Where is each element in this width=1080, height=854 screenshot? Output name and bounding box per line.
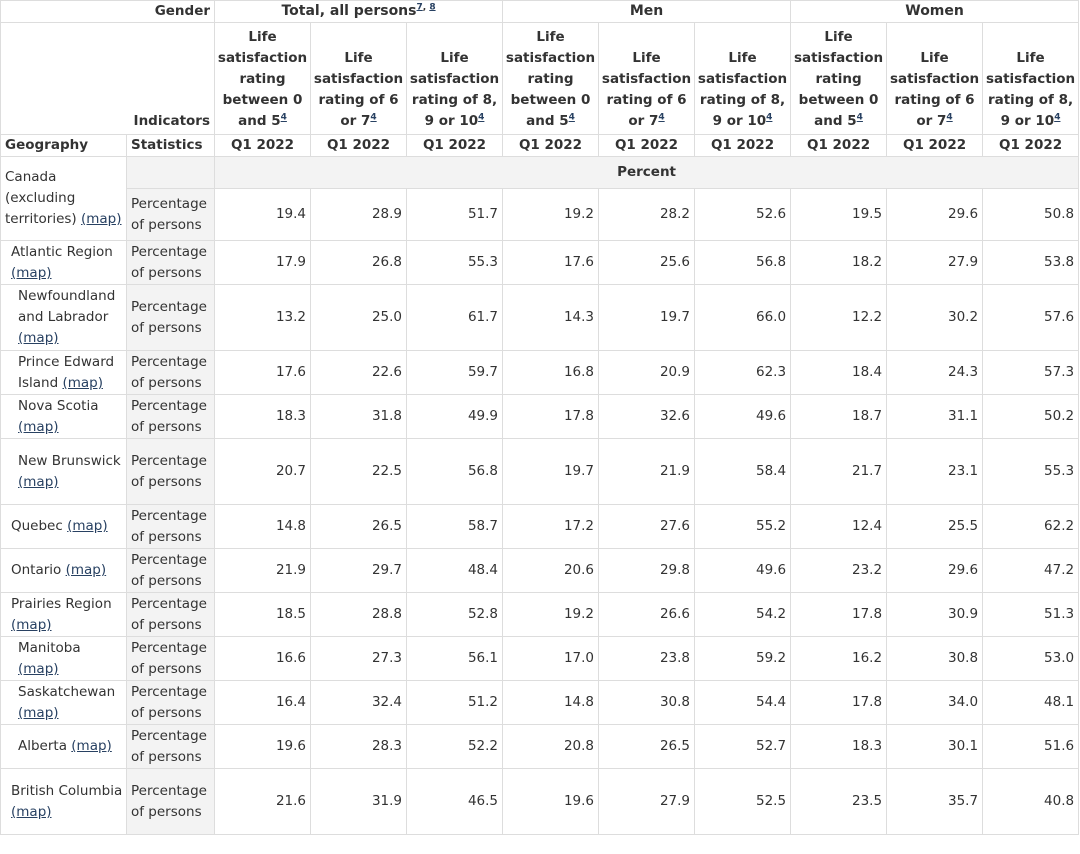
indicator-text: rating of 8, (987, 92, 1074, 108)
value-cell: 29.8 (599, 549, 695, 593)
value-cell: 56.8 (695, 241, 791, 285)
indicator-text: satisfaction (601, 71, 692, 87)
indicator-header (695, 23, 791, 135)
value-cell: 27.9 (599, 769, 695, 835)
indicator-text: rating of 6 (606, 92, 687, 108)
map-link[interactable]: (map) (18, 704, 59, 721)
indicator-text: satisfaction (697, 71, 788, 87)
geo-cell (1, 769, 127, 835)
period-header: Q1 2022 (887, 135, 983, 157)
indicator-text: satisfaction (505, 50, 596, 66)
geo-name: Nova Scotia (18, 397, 99, 414)
map-link[interactable]: (map) (11, 803, 52, 820)
period-header: Q1 2022 (695, 135, 791, 157)
table-header (1, 1, 1079, 157)
value-cell: 40.8 (983, 769, 1079, 835)
value-cell: 29.7 (311, 549, 407, 593)
geo-cell (1, 637, 127, 681)
statistic-cell: Percentage of persons (127, 725, 215, 769)
statistic-cell: Percentage of persons (127, 395, 215, 439)
statistic-cell: Percentage of persons (127, 285, 215, 351)
value-cell: 32.6 (599, 395, 695, 439)
geo-name: Prairies Region (11, 595, 112, 612)
gender-header-row (1, 1, 1079, 23)
indicator-text: Life (632, 50, 661, 66)
value-cell: 17.6 (503, 241, 599, 285)
value-cell: 18.3 (791, 725, 887, 769)
group-header-women: Women (791, 1, 1079, 23)
geo-cell (1, 395, 127, 439)
indicator-text: between 0 (510, 92, 591, 108)
footnote-link-4[interactable]: 4 (946, 112, 953, 123)
value-cell: 32.4 (311, 681, 407, 725)
geo-name: Quebec (11, 518, 63, 534)
table-body (1, 157, 1079, 835)
value-cell: 34.0 (887, 681, 983, 725)
value-cell: 14.8 (503, 681, 599, 725)
period-header: Q1 2022 (407, 135, 503, 157)
indicator-text: and 5 (526, 113, 569, 129)
value-cell: 17.9 (215, 241, 311, 285)
footnote-link-4[interactable]: 4 (280, 112, 287, 123)
value-cell: 54.2 (695, 593, 791, 637)
geo-cell (1, 549, 127, 593)
value-cell: 17.2 (503, 505, 599, 549)
indicator-text: rating of 6 (318, 92, 399, 108)
geo-cell (1, 593, 127, 637)
value-cell: 28.9 (311, 189, 407, 241)
value-cell: 13.2 (215, 285, 311, 351)
value-cell: 26.8 (311, 241, 407, 285)
value-cell: 51.6 (983, 725, 1079, 769)
value-cell: 50.8 (983, 189, 1079, 241)
geo-cell (1, 439, 127, 505)
table-row (1, 285, 1079, 351)
value-cell: 49.9 (407, 395, 503, 439)
statistic-cell: Percentage of persons (127, 549, 215, 593)
value-cell: 27.6 (599, 505, 695, 549)
statistic-cell: Percentage of persons (127, 637, 215, 681)
value-cell: 22.6 (311, 351, 407, 395)
indicator-text: 9 or 10 (712, 113, 767, 129)
map-link[interactable]: (map) (11, 264, 52, 281)
statistic-cell: Percentage of persons (127, 241, 215, 285)
indicator-text: satisfaction (889, 71, 980, 87)
value-cell: 55.2 (695, 505, 791, 549)
value-cell: 20.9 (599, 351, 695, 395)
value-cell: 30.2 (887, 285, 983, 351)
value-cell: 18.2 (791, 241, 887, 285)
map-link[interactable]: (map) (65, 562, 107, 578)
table-row (1, 395, 1079, 439)
value-cell: 53.0 (983, 637, 1079, 681)
geo-cell (1, 351, 127, 395)
value-cell: 25.0 (311, 285, 407, 351)
value-cell: 24.3 (887, 351, 983, 395)
indicators-header-row (1, 23, 1079, 135)
group-header-men: Men (503, 1, 791, 23)
value-cell: 59.7 (407, 351, 503, 395)
value-cell: 25.6 (599, 241, 695, 285)
table-row (1, 241, 1079, 285)
geo-name: Manitoba (18, 639, 81, 656)
geo-name: Atlantic Region (11, 243, 113, 260)
value-cell: 23.5 (791, 769, 887, 835)
period-header: Q1 2022 (311, 135, 407, 157)
map-link[interactable]: (map) (62, 374, 103, 391)
statistic-cell: Percentage of persons (127, 769, 215, 835)
indicator-text: rating of 8, (411, 92, 498, 108)
value-cell: 29.6 (887, 189, 983, 241)
footnote-link-4[interactable]: 4 (658, 112, 665, 123)
geo-cell (1, 285, 127, 351)
table-row (1, 189, 1079, 241)
indicator-text: Life (248, 29, 277, 45)
table-row (1, 725, 1079, 769)
value-cell: 19.2 (503, 189, 599, 241)
map-link[interactable]: (map) (18, 660, 59, 677)
footnote-link-4[interactable]: 4 (856, 112, 863, 123)
value-cell: 48.1 (983, 681, 1079, 725)
value-cell: 52.5 (695, 769, 791, 835)
footnote-links: 7, 8 (416, 2, 436, 13)
value-cell: 56.1 (407, 637, 503, 681)
indicator-text: between 0 (222, 92, 303, 108)
table-row (1, 439, 1079, 505)
map-link[interactable]: (map) (18, 418, 59, 435)
map-link[interactable]: (map) (71, 738, 112, 754)
statistic-cell: Percentage of persons (127, 351, 215, 395)
indicator-text: or 7 (628, 113, 659, 129)
indicator-text: Life (728, 50, 757, 66)
value-cell: 48.4 (407, 549, 503, 593)
statistic-cell: Percentage of persons (127, 681, 215, 725)
value-cell: 52.7 (695, 725, 791, 769)
map-link[interactable]: (map) (18, 330, 59, 346)
map-link[interactable]: (map) (80, 211, 122, 227)
indicator-text: Life (920, 50, 949, 66)
statistic-cell: Percentage of persons (127, 593, 215, 637)
value-cell: 19.6 (215, 725, 311, 769)
table-row (1, 505, 1079, 549)
value-cell: 28.3 (311, 725, 407, 769)
table-row (1, 351, 1079, 395)
value-cell: 27.9 (887, 241, 983, 285)
group-header-total (215, 1, 503, 23)
indicator-text: 9 or 10 (424, 113, 479, 129)
value-cell: 30.9 (887, 593, 983, 637)
value-cell: 16.4 (215, 681, 311, 725)
indicator-header (215, 23, 311, 135)
value-cell: 20.8 (503, 725, 599, 769)
value-cell: 28.2 (599, 189, 695, 241)
period-header: Q1 2022 (503, 135, 599, 157)
indicator-header (983, 23, 1079, 135)
value-cell: 57.3 (983, 351, 1079, 395)
value-cell: 19.6 (503, 769, 599, 835)
indicator-text: and 5 (814, 113, 857, 129)
indicator-text: rating (239, 71, 286, 87)
value-cell: 30.1 (887, 725, 983, 769)
value-cell: 22.5 (311, 439, 407, 505)
table-row (1, 549, 1079, 593)
indicator-text: 9 or 10 (1000, 113, 1055, 129)
geo-name: Prince Edward Island (18, 353, 115, 391)
value-cell: 62.2 (983, 505, 1079, 549)
value-cell: 31.1 (887, 395, 983, 439)
value-cell: 12.4 (791, 505, 887, 549)
gender-label: Gender (1, 1, 215, 23)
indicator-text: satisfaction (409, 71, 500, 87)
value-cell: 26.5 (599, 725, 695, 769)
geo-name: Saskatchewan (18, 683, 116, 700)
indicator-header (599, 23, 695, 135)
indicator-text: or 7 (340, 113, 371, 129)
value-cell: 16.2 (791, 637, 887, 681)
indicator-text: rating (527, 71, 574, 87)
value-cell: 52.8 (407, 593, 503, 637)
value-cell: 19.2 (503, 593, 599, 637)
indicator-text: Life (536, 29, 565, 45)
statistic-cell: Percentage of persons (127, 439, 215, 505)
statistic-cell: Percentage of persons (127, 505, 215, 549)
value-cell: 31.8 (311, 395, 407, 439)
value-cell: 16.6 (215, 637, 311, 681)
value-cell: 55.3 (407, 241, 503, 285)
value-cell: 58.7 (407, 505, 503, 549)
period-header: Q1 2022 (599, 135, 695, 157)
geo-name: Ontario (11, 562, 62, 578)
value-cell: 18.5 (215, 593, 311, 637)
value-cell: 26.6 (599, 593, 695, 637)
value-cell: 21.9 (599, 439, 695, 505)
geography-header: Geography (1, 135, 127, 157)
table-row (1, 769, 1079, 835)
indicator-text: rating (815, 71, 862, 87)
value-cell: 20.6 (503, 549, 599, 593)
value-cell: 51.2 (407, 681, 503, 725)
value-cell: 51.7 (407, 189, 503, 241)
statistic-cell: Percentage of persons (127, 189, 215, 241)
value-cell: 30.8 (887, 637, 983, 681)
value-cell: 46.5 (407, 769, 503, 835)
period-header: Q1 2022 (215, 135, 311, 157)
map-link[interactable]: (map) (18, 473, 59, 490)
value-cell: 26.5 (311, 505, 407, 549)
indicator-text: satisfaction (313, 71, 404, 87)
value-cell: 56.8 (407, 439, 503, 505)
value-cell: 47.2 (983, 549, 1079, 593)
footnote-link-4[interactable]: 4 (370, 112, 377, 123)
unit-label: Percent (215, 157, 1079, 189)
group-label-total: Total, all persons (281, 3, 417, 19)
value-cell: 17.0 (503, 637, 599, 681)
map-link[interactable]: (map) (11, 616, 52, 633)
value-cell: 49.6 (695, 395, 791, 439)
value-cell: 21.6 (215, 769, 311, 835)
indicator-text: rating of 8, (699, 92, 786, 108)
footnote-link-4[interactable]: 4 (478, 112, 485, 123)
table-row (1, 593, 1079, 637)
geo-cell (1, 681, 127, 725)
value-cell: 23.8 (599, 637, 695, 681)
value-cell: 19.7 (599, 285, 695, 351)
statistics-header-row (1, 135, 1079, 157)
unit-row (1, 157, 1079, 189)
value-cell: 54.4 (695, 681, 791, 725)
value-cell: 61.7 (407, 285, 503, 351)
value-cell: 21.7 (791, 439, 887, 505)
footnote-link-7[interactable]: 7 (416, 2, 423, 13)
value-cell: 19.4 (215, 189, 311, 241)
indicator-header (311, 23, 407, 135)
value-cell: 25.5 (887, 505, 983, 549)
value-cell: 58.4 (695, 439, 791, 505)
value-cell: 19.7 (503, 439, 599, 505)
indicator-text: between 0 (798, 92, 879, 108)
value-cell: 27.3 (311, 637, 407, 681)
value-cell: 52.6 (695, 189, 791, 241)
value-cell: 18.4 (791, 351, 887, 395)
indicator-text: Life (824, 29, 853, 45)
value-cell: 57.6 (983, 285, 1079, 351)
geo-name: Canada (excluding territories) (5, 169, 77, 227)
value-cell: 18.7 (791, 395, 887, 439)
value-cell: 17.8 (791, 681, 887, 725)
value-cell: 21.9 (215, 549, 311, 593)
indicators-label: Indicators (1, 23, 215, 135)
geo-name: Newfoundland and Labrador (18, 288, 116, 325)
period-header: Q1 2022 (983, 135, 1079, 157)
indicator-text: satisfaction (217, 50, 308, 66)
table-row (1, 637, 1079, 681)
unit-spacer (127, 157, 215, 189)
geo-cell (1, 505, 127, 549)
indicator-text: rating of 6 (894, 92, 975, 108)
value-cell: 16.8 (503, 351, 599, 395)
value-cell: 66.0 (695, 285, 791, 351)
value-cell: 49.6 (695, 549, 791, 593)
table-row (1, 681, 1079, 725)
footnote-link-8[interactable]: 8 (429, 2, 436, 13)
indicator-text: satisfaction (985, 71, 1076, 87)
footnote-link-4[interactable]: 4 (568, 112, 575, 123)
indicator-text: or 7 (916, 113, 947, 129)
value-cell: 14.3 (503, 285, 599, 351)
indicator-header (791, 23, 887, 135)
map-link[interactable]: (map) (67, 518, 108, 534)
value-cell: 17.8 (791, 593, 887, 637)
value-cell: 20.7 (215, 439, 311, 505)
statistics-header: Statistics (127, 135, 215, 157)
value-cell: 35.7 (887, 769, 983, 835)
value-cell: 17.8 (503, 395, 599, 439)
value-cell: 29.6 (887, 549, 983, 593)
value-cell: 59.2 (695, 637, 791, 681)
indicator-text: Life (1016, 50, 1045, 66)
indicator-header (887, 23, 983, 135)
value-cell: 50.2 (983, 395, 1079, 439)
value-cell: 31.9 (311, 769, 407, 835)
value-cell: 14.8 (215, 505, 311, 549)
indicator-header (407, 23, 503, 135)
value-cell: 18.3 (215, 395, 311, 439)
geo-cell (1, 725, 127, 769)
geo-cell-canada (1, 157, 127, 241)
indicator-text: Life (440, 50, 469, 66)
indicator-text: and 5 (238, 113, 281, 129)
footnote-link-4[interactable]: 4 (1054, 112, 1061, 123)
geo-name: British Columbia (11, 782, 123, 799)
value-cell: 52.2 (407, 725, 503, 769)
value-cell: 19.5 (791, 189, 887, 241)
value-cell: 30.8 (599, 681, 695, 725)
footnote-link-4[interactable]: 4 (766, 112, 773, 123)
value-cell: 23.2 (791, 549, 887, 593)
value-cell: 51.3 (983, 593, 1079, 637)
geo-name: New Brunswick (18, 452, 121, 469)
value-cell: 12.2 (791, 285, 887, 351)
indicator-text: satisfaction (793, 50, 884, 66)
value-cell: 28.8 (311, 593, 407, 637)
value-cell: 55.3 (983, 439, 1079, 505)
period-header: Q1 2022 (791, 135, 887, 157)
geo-cell (1, 241, 127, 285)
indicator-header (503, 23, 599, 135)
value-cell: 53.8 (983, 241, 1079, 285)
value-cell: 17.6 (215, 351, 311, 395)
geo-name: Alberta (18, 738, 67, 754)
value-cell: 23.1 (887, 439, 983, 505)
indicator-text: Life (344, 50, 373, 66)
value-cell: 62.3 (695, 351, 791, 395)
